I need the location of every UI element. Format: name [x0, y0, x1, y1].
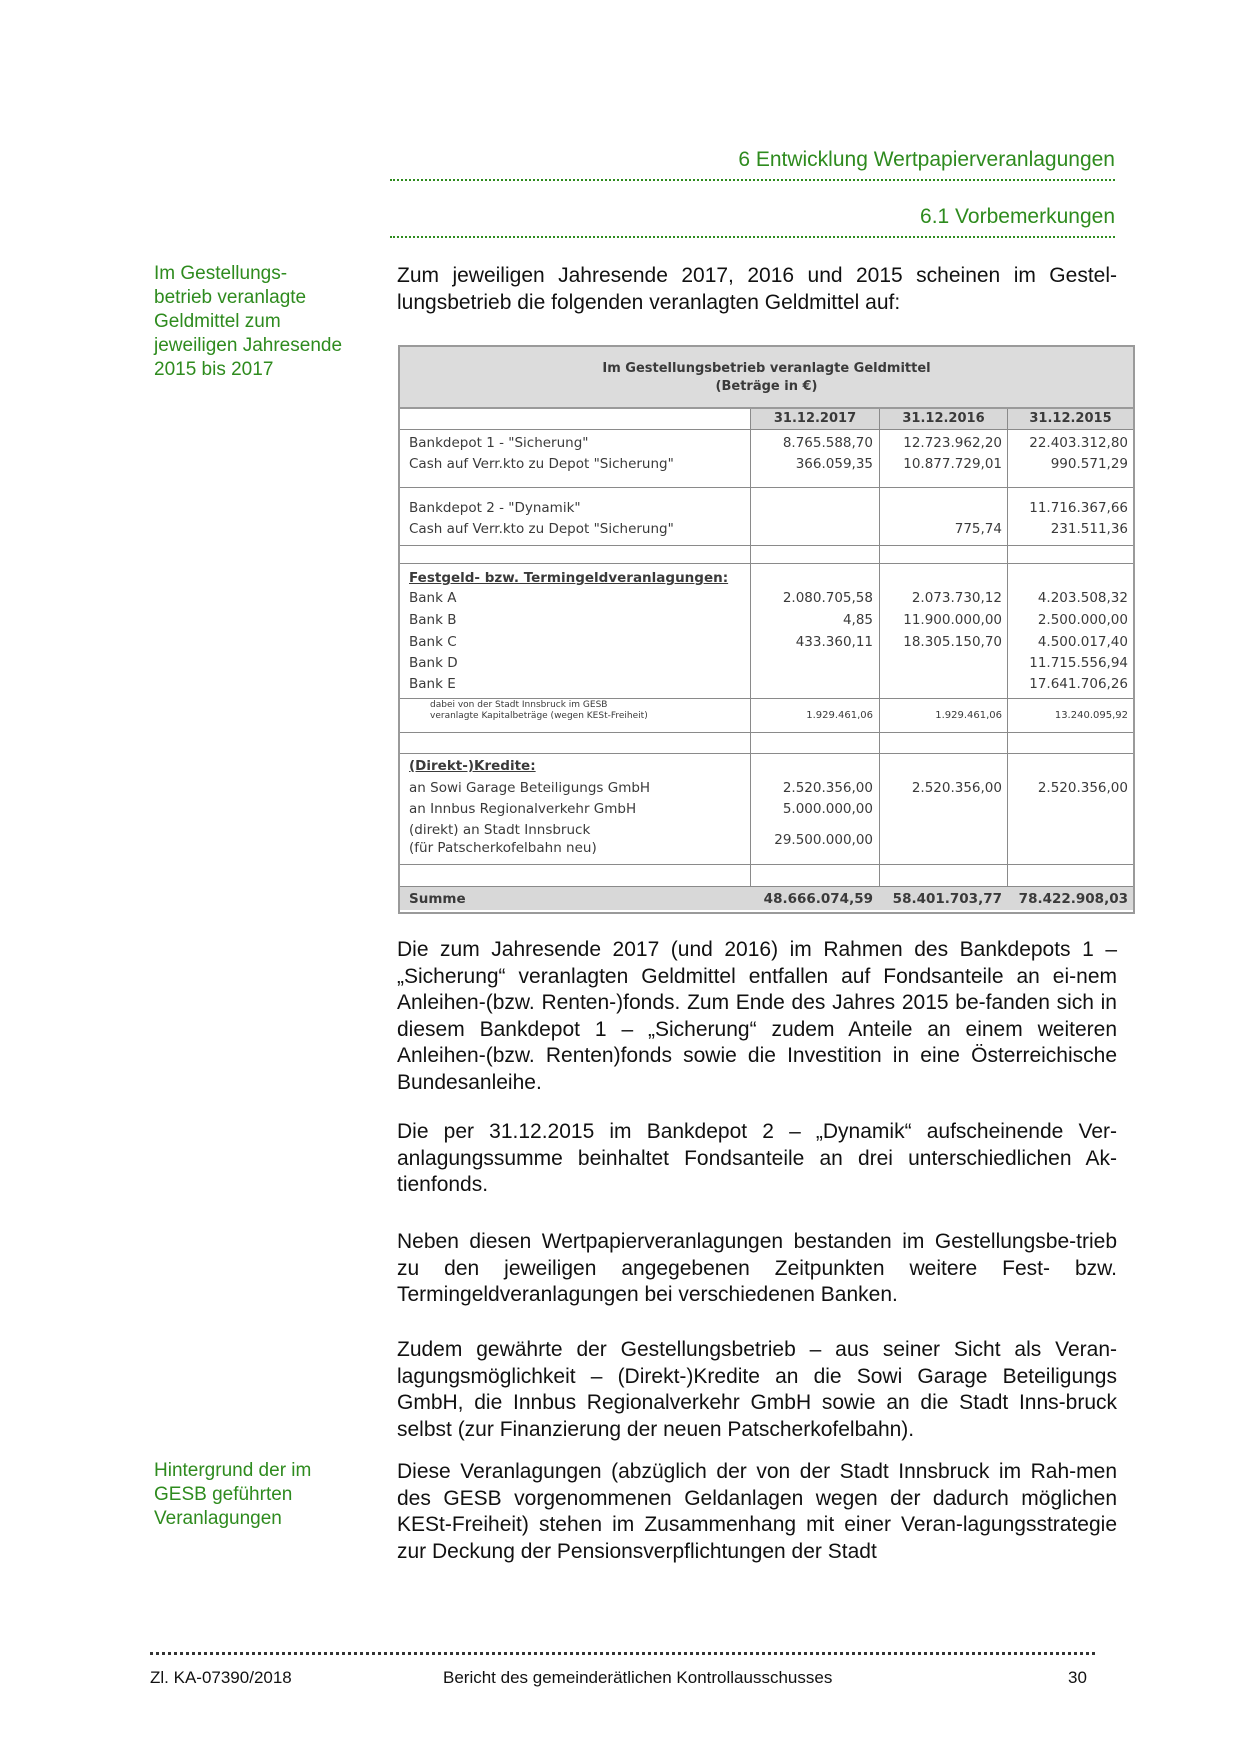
funds-table: [398, 345, 1135, 914]
paragraph-2: Die per 31.12.2015 im Bankdepot 2 – „Dynamik“ aufscheinende Ver-anlagungssumme beinhaltet Fondsanteile an drei unterschiedlichen Ak-tienfonds.: [397, 1120, 1117, 1196]
row-divider: [400, 563, 1133, 564]
row-divider: [400, 487, 1133, 488]
footer-reference: Zl. KA-07390/2018: [150, 1668, 292, 1687]
row-divider: [400, 545, 1133, 546]
cell-value: 11.900.000,00: [903, 612, 1002, 628]
sum-value: 48.666.074,59: [763, 891, 873, 907]
section-heading: 6.1 Vorbemerkungen: [390, 205, 1115, 238]
row-label: Bankdepot 1 - "Sicherung": [409, 435, 589, 451]
row-label: Bank A: [409, 590, 457, 606]
cell-value: 4.500.017,40: [1037, 634, 1128, 650]
cell-value: 8.765.588,70: [782, 435, 873, 451]
paragraph-1: Die zum Jahresende 2017 (und 2016) im Rahmen des Bankdepots 1 – „Sicherung“ veranlagten Geldmittel entfallen auf Fondsanteile an ei-nem Anleihen-(bzw. Renten-)fonds. Zum Ende des Jahres 2015 be-fanden sich in diesem Bankdepot 1 – „Sicherung“ zudem Anteile an einem weiteren Anleihen-(bzw. Renten)fonds sowie die Investition in eine Österreichische Bundesanleihe.: [397, 938, 1117, 1094]
row-label: an Sowi Garage Beteiligungs GmbH: [409, 780, 651, 796]
col-divider: [750, 409, 751, 910]
cell-value: 4,85: [842, 612, 873, 628]
cell-value: 1.929.461,06: [935, 710, 1002, 721]
footer-title: Bericht des gemeinderätlichen Kontrollausschusses: [443, 1668, 833, 1687]
cell-value: 2.080.705,58: [782, 590, 873, 606]
cell-value: 12.723.962,20: [903, 435, 1002, 451]
table-header: [400, 347, 1133, 409]
row-divider: [400, 753, 1133, 754]
col-header-2015: 31.12.2015: [1008, 409, 1133, 429]
row-label: an Innbus Regionalverkehr GmbH: [409, 801, 637, 817]
cell-value: 13.240.095,92: [1054, 710, 1128, 721]
row-label: (direkt) an Stadt Innsbruck (für Patscherkofelbahn neu): [409, 822, 597, 856]
row-divider: [400, 698, 1133, 699]
cell-value: 1.929.461,06: [806, 710, 873, 721]
cell-value: 10.877.729,01: [903, 456, 1002, 472]
col-divider: [879, 409, 880, 910]
cell-value: 22.403.312,80: [1029, 435, 1128, 451]
cell-value: 775,74: [954, 521, 1002, 537]
table-title: Im Gestellungsbetrieb veranlagte Geldmittel: [602, 361, 931, 376]
row-label-sub: dabei von der Stadt Innsbruck im GESB veranlagte Kapitalbeträge (wegen KESt-Freiheit): [430, 700, 648, 721]
row-label-section: (Direkt-)Kredite:: [409, 758, 536, 774]
cell-value: 11.716.367,66: [1029, 500, 1128, 516]
paragraph-4: Zudem gewährte der Gestellungsbetrieb – aus seiner Sicht als Veran-lagungsmöglichkeit – (Direkt-)Kredite an die Sowi Garage Beteiligungs GmbH, die Innbus Regionalverkehr GmbH sowie an die Stadt Inns-bruck selbst (zur Finanzierung der neuen Patscherkofelbahn).: [397, 1338, 1117, 1441]
row-divider: [400, 864, 1133, 865]
sum-value: 78.422.908,03: [1018, 891, 1128, 907]
cell-value: 231.511,36: [1050, 521, 1128, 537]
table-subtitle: (Beträge in €): [715, 379, 818, 394]
row-label: Cash auf Verr.kto zu Depot "Sicherung": [409, 456, 674, 472]
margin-note-1: Im Gestellungs- betrieb veranlagte Geldmittel zum jeweiligen Jahresende 2015 bis 2017: [154, 263, 343, 380]
row-label: Cash auf Verr.kto zu Depot "Sicherung": [409, 521, 674, 537]
cell-value: 2.500.000,00: [1037, 612, 1128, 628]
cell-value: 433.360,11: [795, 634, 873, 650]
col-header-2017: 31.12.2017: [751, 409, 879, 429]
cell-value: 11.715.556,94: [1029, 655, 1128, 671]
cell-value: 2.520.356,00: [1037, 780, 1128, 796]
page-number: 30: [1068, 1668, 1087, 1687]
sum-value: 58.401.703,77: [892, 891, 1002, 907]
cell-value: 4.203.508,32: [1037, 590, 1128, 606]
row-label: Bankdepot 2 - "Dynamik": [409, 500, 581, 516]
col-divider: [1007, 409, 1008, 910]
intro-paragraph: Zum jeweiligen Jahresende 2017, 2016 und 2015 scheinen im Gestel-lungsbetrieb die folgenden veranlagten Geldmittel auf:: [397, 264, 1117, 314]
row-label: Bank C: [409, 634, 457, 650]
paragraph-3: Neben diesen Wertpapierveranlagungen bestanden im Gestellungsbe-trieb zu den jeweiligen angegebenen Zeitpunkten weitere Fest- bzw. Termingeldveranlagungen bei verschiedenen Banken.: [397, 1230, 1117, 1306]
chapter-heading: 6 Entwicklung Wertpapierveranlagungen: [390, 148, 1115, 181]
row-divider: [400, 429, 1133, 430]
cell-value: 29.500.000,00: [774, 832, 873, 848]
row-label: Bank D: [409, 655, 458, 671]
cell-value: 18.305.150,70: [903, 634, 1002, 650]
row-label-section: Festgeld- bzw. Termingeldveranlagungen:: [409, 570, 729, 586]
row-label: Bank B: [409, 612, 457, 628]
row-divider: [400, 732, 1133, 733]
cell-value: 366.059,35: [795, 456, 873, 472]
paragraph-5: Diese Veranlagungen (abzüglich der von der Stadt Innsbruck im Rah-men des GESB vorgenommenen Geldanlagen wegen der dadurch möglichen KESt-Freiheit) stehen im Zusammenhang mit einer Veran-lagungsstrategie zur Deckung der Pensionsverpflichtungen der Stadt: [397, 1460, 1117, 1563]
cell-value: 17.641.706,26: [1029, 676, 1128, 692]
cell-value: 2.520.356,00: [782, 780, 873, 796]
row-label: Bank E: [409, 676, 456, 692]
cell-value: 990.571,29: [1050, 456, 1128, 472]
cell-value: 2.073.730,12: [911, 590, 1002, 606]
cell-value: 2.520.356,00: [911, 780, 1002, 796]
cell-value: 5.000.000,00: [782, 801, 873, 817]
row-label-sum: Summe: [409, 891, 466, 907]
margin-note-2: Hintergrund der im GESB geführten Veranlagungen: [154, 1460, 312, 1529]
footer-divider: [150, 1652, 1095, 1655]
col-header-2016: 31.12.2016: [880, 409, 1007, 429]
